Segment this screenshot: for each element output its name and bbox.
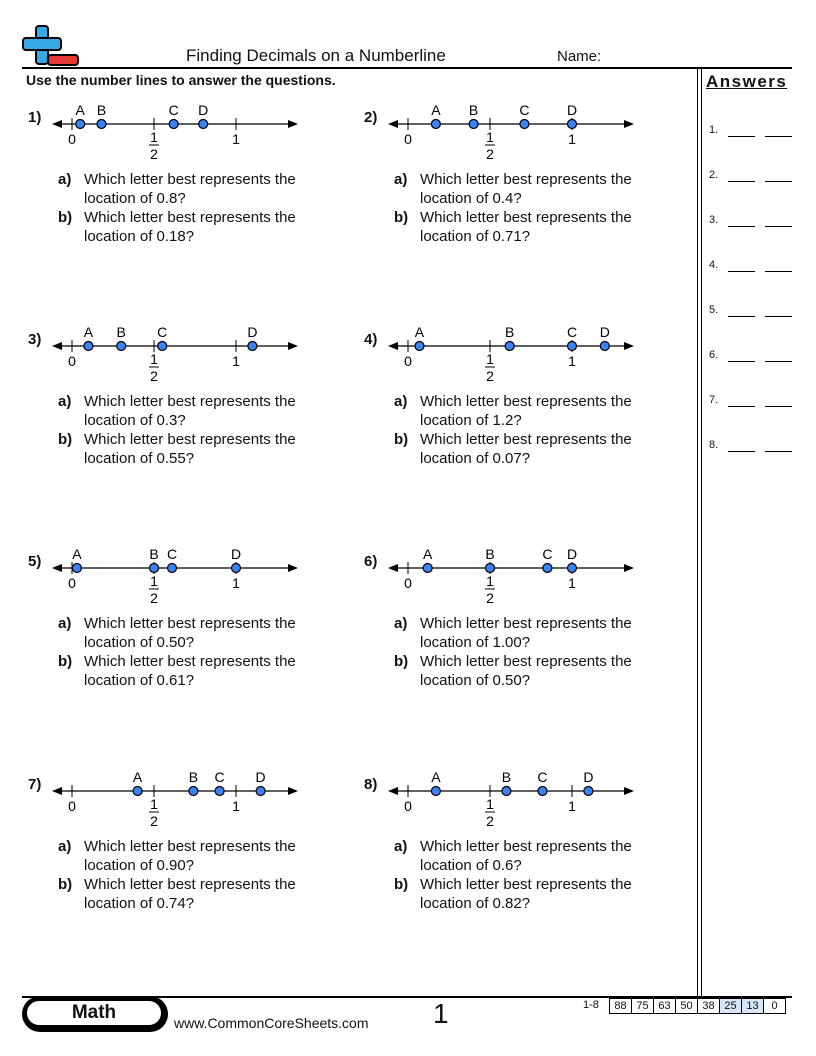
tick-label-half-denominator: 2	[150, 146, 158, 162]
right-arrow-icon	[288, 342, 298, 350]
point-label: D	[566, 102, 578, 118]
question-letter: a)	[58, 838, 72, 855]
answer-blank[interactable]	[728, 271, 755, 272]
question-text	[84, 614, 344, 652]
question-text	[84, 652, 344, 690]
question-line: location of 0.50?	[84, 634, 195, 651]
point-marker	[431, 787, 440, 796]
question-text	[420, 430, 680, 468]
question-letter: b)	[58, 431, 73, 448]
score-cell: 63	[653, 999, 675, 1013]
right-arrow-icon	[624, 787, 634, 795]
number-line	[384, 763, 644, 843]
point-label: A	[414, 324, 425, 340]
question-letter: b)	[58, 876, 73, 893]
point-marker	[256, 787, 265, 796]
right-arrow-icon	[288, 787, 298, 795]
tick-label-half-numerator: 1	[150, 573, 158, 589]
name-label: Name:	[557, 48, 602, 65]
point-marker	[158, 342, 167, 351]
point-marker	[76, 120, 85, 129]
point-label: B	[188, 769, 199, 785]
tick-label-zero: 0	[404, 575, 412, 591]
number-line	[384, 318, 644, 398]
answer-blank[interactable]	[765, 316, 792, 317]
tick-label-zero: 0	[404, 353, 412, 369]
left-arrow-icon	[388, 564, 398, 572]
question-line: Which letter best represents the	[84, 209, 296, 226]
tick-label-half-denominator: 2	[150, 813, 158, 829]
answer-blank[interactable]	[765, 361, 792, 362]
point-label: B	[116, 324, 126, 340]
answer-blank[interactable]	[728, 406, 755, 407]
point-label: B	[96, 102, 107, 118]
point-marker	[199, 120, 208, 129]
point-label: D	[566, 546, 578, 562]
point-marker	[97, 120, 106, 129]
tick-label-zero: 0	[404, 131, 412, 147]
question-text	[420, 837, 680, 875]
score-cell: 0	[763, 999, 785, 1013]
tick-label-half-numerator: 1	[486, 129, 494, 145]
answer-blank[interactable]	[765, 451, 792, 452]
answer-number: 6.	[709, 349, 719, 361]
question-text	[420, 614, 680, 652]
question-line: Which letter best represents the	[420, 876, 632, 893]
point-marker	[169, 120, 178, 129]
tick-label-half-denominator: 2	[486, 368, 494, 384]
question-line: Which letter best represents the	[84, 393, 296, 410]
problem-number: 2)	[364, 109, 378, 126]
left-arrow-icon	[388, 787, 398, 795]
point-marker	[189, 787, 198, 796]
point-label: D	[583, 769, 594, 785]
left-arrow-icon	[52, 787, 62, 795]
point-marker	[215, 787, 224, 796]
point-marker	[415, 342, 424, 351]
point-marker	[469, 120, 478, 129]
question-line: location of 0.55?	[84, 450, 195, 467]
question-text	[420, 208, 680, 246]
point-label: A	[423, 546, 433, 562]
left-arrow-icon	[52, 342, 62, 350]
problem-number: 7)	[28, 776, 42, 793]
question-letter: b)	[394, 653, 409, 670]
tick-label-one: 1	[232, 131, 240, 147]
point-label: D	[198, 102, 209, 118]
tick-label-zero: 0	[68, 131, 76, 147]
instructions: Use the number lines to answer the questions.	[26, 72, 336, 88]
point-label: C	[166, 546, 178, 562]
point-label: C	[537, 769, 548, 785]
point-marker	[232, 564, 241, 573]
tick-label-one: 1	[232, 798, 240, 814]
question-text	[420, 875, 680, 913]
question-line: location of 0.07?	[420, 450, 531, 467]
tick-label-half-denominator: 2	[150, 590, 158, 606]
score-cell: 38	[697, 999, 719, 1013]
question-line: Which letter best represents the	[420, 393, 632, 410]
problem-number: 3)	[28, 331, 42, 348]
point-marker	[84, 342, 93, 351]
question-text	[84, 837, 344, 875]
logo-plus-minus-icon	[22, 24, 80, 68]
right-arrow-icon	[624, 564, 634, 572]
point-marker	[505, 342, 514, 351]
problem	[28, 769, 348, 979]
point-label: C	[519, 102, 530, 118]
problem	[364, 769, 684, 979]
point-marker	[248, 342, 257, 351]
point-label: A	[431, 102, 441, 118]
question-line: location of 0.6?	[420, 857, 522, 874]
tick-label-one: 1	[568, 131, 576, 147]
question-line: location of 0.71?	[420, 228, 531, 245]
right-arrow-icon	[288, 120, 298, 128]
score-range-label: 1-8	[583, 999, 599, 1011]
question-line: Which letter best represents the	[420, 171, 632, 188]
number-line	[384, 540, 644, 620]
point-label: D	[230, 546, 242, 562]
answer-number: 4.	[709, 259, 719, 271]
number-line	[48, 318, 308, 398]
point-marker	[133, 787, 142, 796]
tick-label-one: 1	[568, 575, 576, 591]
score-cell: 88	[614, 1000, 627, 1012]
question-letter: b)	[394, 876, 409, 893]
tick-label-zero: 0	[68, 798, 76, 814]
answer-blank[interactable]	[728, 361, 755, 362]
question-line: Which letter best represents the	[84, 171, 296, 188]
left-arrow-icon	[388, 120, 398, 128]
question-letter: a)	[394, 838, 408, 855]
problem	[28, 102, 348, 312]
score-cell: 13	[741, 999, 763, 1013]
score-table	[609, 998, 786, 1014]
point-marker	[568, 564, 577, 573]
question-line: location of 0.82?	[420, 895, 531, 912]
question-letter: a)	[58, 171, 72, 188]
point-marker	[600, 342, 609, 351]
answer-row	[709, 304, 793, 324]
point-marker	[584, 787, 593, 796]
question-text	[420, 652, 680, 690]
question-line: Which letter best represents the	[84, 431, 296, 448]
question-line: Which letter best represents the	[84, 838, 296, 855]
question-text	[84, 170, 344, 208]
problem-number: 4)	[364, 331, 378, 348]
answer-row	[709, 394, 793, 414]
question-letter: a)	[394, 171, 408, 188]
answer-number: 3.	[709, 214, 719, 226]
point-label: B	[505, 324, 515, 340]
question-line: Which letter best represents the	[420, 209, 632, 226]
point-label: B	[485, 546, 495, 562]
question-text	[84, 875, 344, 913]
tick-label-half-denominator: 2	[150, 368, 158, 384]
question-text	[84, 392, 344, 430]
answer-row	[709, 439, 793, 459]
point-marker	[423, 564, 432, 573]
answer-number: 5.	[709, 304, 719, 316]
problem	[28, 546, 348, 756]
answer-column-divider	[701, 68, 702, 996]
point-label: D	[255, 769, 266, 785]
header-rule	[22, 67, 792, 69]
tick-label-zero: 0	[68, 575, 76, 591]
website-url: www.CommonCoreSheets.com	[174, 1015, 369, 1031]
right-arrow-icon	[624, 342, 634, 350]
question-letter: b)	[394, 431, 409, 448]
point-label: B	[468, 102, 479, 118]
answer-blank[interactable]	[765, 406, 792, 407]
answer-row	[709, 259, 793, 279]
tick-label-half-numerator: 1	[486, 351, 494, 367]
problem-number: 6)	[364, 553, 378, 570]
answer-blank[interactable]	[765, 226, 792, 227]
answer-blank[interactable]	[728, 316, 755, 317]
point-marker	[150, 564, 159, 573]
point-label: A	[132, 769, 143, 785]
point-marker	[117, 342, 126, 351]
tick-label-zero: 0	[404, 798, 412, 814]
tick-label-one: 1	[568, 353, 576, 369]
math-badge: Math	[24, 998, 164, 1028]
tick-label-one: 1	[568, 798, 576, 814]
point-marker	[520, 120, 529, 129]
question-line: Which letter best represents the	[84, 876, 296, 893]
answer-blank[interactable]	[728, 181, 755, 182]
question-line: Which letter best represents the	[84, 615, 296, 632]
point-label: A	[431, 769, 441, 785]
right-arrow-icon	[624, 120, 634, 128]
score-cell: 75	[631, 999, 653, 1013]
tick-label-half-denominator: 2	[486, 146, 494, 162]
question-line: location of 0.50?	[420, 672, 531, 689]
point-marker	[431, 120, 440, 129]
question-line: location of 0.90?	[84, 857, 195, 874]
question-line: location of 0.8?	[84, 190, 186, 207]
question-letter: b)	[58, 209, 73, 226]
problem-number: 8)	[364, 776, 378, 793]
point-marker	[568, 342, 577, 351]
question-line: Which letter best represents the	[84, 653, 296, 670]
answer-row	[709, 169, 793, 189]
problem-number: 1)	[28, 109, 42, 126]
left-arrow-icon	[52, 120, 62, 128]
answer-blank[interactable]	[765, 181, 792, 182]
left-arrow-icon	[52, 564, 62, 572]
answer-row	[709, 124, 793, 144]
question-line: Which letter best represents the	[420, 615, 632, 632]
question-text	[420, 170, 680, 208]
point-marker	[502, 787, 511, 796]
question-line: location of 0.74?	[84, 895, 195, 912]
question-letter: a)	[58, 615, 72, 632]
question-line: Which letter best represents the	[420, 653, 632, 670]
answer-number: 2.	[709, 169, 719, 181]
problem-number: 5)	[28, 553, 42, 570]
question-line: location of 0.3?	[84, 412, 186, 429]
question-text	[420, 392, 680, 430]
question-letter: a)	[394, 615, 408, 632]
question-line: location of 0.18?	[84, 228, 195, 245]
question-line: location of 1.00?	[420, 634, 531, 651]
answer-row	[709, 214, 793, 234]
tick-label-half-denominator: 2	[486, 590, 494, 606]
tick-label-half-numerator: 1	[150, 796, 158, 812]
answer-blank[interactable]	[728, 226, 755, 227]
left-arrow-icon	[388, 342, 398, 350]
answer-row	[709, 349, 793, 369]
point-label: C	[157, 324, 168, 340]
tick-label-half-numerator: 1	[486, 573, 494, 589]
problem	[364, 546, 684, 756]
question-letter: a)	[58, 393, 72, 410]
point-label: C	[168, 102, 179, 118]
answers-title: Answers	[706, 72, 788, 91]
point-label: D	[247, 324, 258, 340]
number-line	[48, 540, 308, 620]
right-arrow-icon	[288, 564, 298, 572]
worksheet-title: Finding Decimals on a Numberline	[186, 46, 446, 65]
point-label: B	[501, 769, 512, 785]
point-marker	[72, 564, 81, 573]
problem	[364, 324, 684, 534]
point-label: C	[542, 546, 553, 562]
score-cell: 50	[675, 999, 697, 1013]
answer-blank[interactable]	[728, 451, 755, 452]
answer-number: 7.	[709, 394, 719, 406]
question-line: location of 0.4?	[420, 190, 522, 207]
problem	[364, 102, 684, 312]
answer-blank[interactable]	[728, 136, 755, 137]
question-text	[84, 430, 344, 468]
point-marker	[168, 564, 177, 573]
point-marker	[486, 564, 495, 573]
question-line: Which letter best represents the	[420, 431, 632, 448]
question-letter: b)	[58, 653, 73, 670]
point-label: A	[75, 102, 85, 118]
point-marker	[568, 120, 577, 129]
answer-blank[interactable]	[765, 271, 792, 272]
score-cell: 25	[719, 999, 741, 1013]
tick-label-one: 1	[232, 575, 240, 591]
question-text	[84, 208, 344, 246]
question-line: location of 0.61?	[84, 672, 195, 689]
question-letter: a)	[394, 393, 408, 410]
tick-label-one: 1	[232, 353, 240, 369]
answer-number: 1.	[709, 124, 719, 136]
problem	[28, 324, 348, 534]
number-line	[48, 763, 308, 843]
answer-column-divider	[697, 68, 698, 996]
tick-label-half-numerator: 1	[150, 351, 158, 367]
question-line: location of 1.2?	[420, 412, 522, 429]
tick-label-half-numerator: 1	[486, 796, 494, 812]
point-label: C	[214, 769, 225, 785]
point-label: B	[149, 546, 159, 562]
point-label: C	[566, 324, 578, 340]
question-line: Which letter best represents the	[420, 838, 632, 855]
tick-label-half-numerator: 1	[150, 129, 158, 145]
page-number: 1	[433, 998, 449, 1029]
answer-number: 8.	[709, 439, 719, 451]
point-label: A	[72, 546, 82, 562]
number-line	[384, 96, 644, 176]
point-label: D	[599, 324, 610, 340]
tick-label-half-denominator: 2	[486, 813, 494, 829]
tick-label-zero: 0	[68, 353, 76, 369]
answer-blank[interactable]	[765, 136, 792, 137]
number-line	[48, 96, 308, 176]
point-marker	[538, 787, 547, 796]
point-label: A	[83, 324, 94, 340]
point-marker	[543, 564, 552, 573]
question-letter: b)	[394, 209, 409, 226]
